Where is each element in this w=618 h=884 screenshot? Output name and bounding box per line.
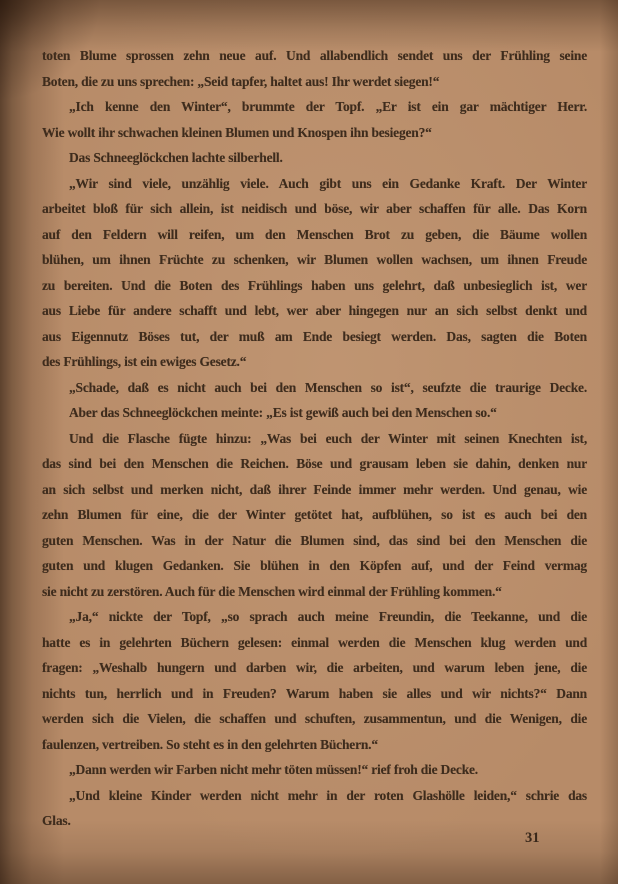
text-line: werden sich die Vielen, die schaffen und schuften, zusammentun, und die Wenigen, die [42,711,587,726]
text-line: Wie wollt ihr schwachen kleinen Blumen und Knospen ihn besiegen?“ [42,124,432,140]
text-line: das sind bei den Menschen die Reichen. Böse und grausam leben sie dahin, denken nur [42,456,587,471]
text-line: des Frühlings, ist ein ewiges Gesetz.“ [42,354,247,369]
text-line: „Und kleine Kinder werden nicht mehr in der roten Glashölle leiden,“ schrie das [69,787,587,803]
text-line: zu bereiten. Und die Boten des Frühlings haben uns gelehrt, daß unbesieglich ist, wer [42,277,587,293]
text-line: Und die Flasche fügte hinzu: „Was bei euch der Winter mit seinen Knechten ist, [69,430,587,446]
text-line: „Dann werden wir Farben nicht mehr töten müssen!“ rief froh die Decke. [69,762,478,777]
text-line: aus Liebe für andere schafft und lebt, wer aber hingegen nur an sich selbst denkt und [42,303,587,318]
text-line: blühen, um ihnen Früchte zu schenken, wir Blumen wollen wachsen, um ihnen Freude [42,252,587,267]
text-line: zehn Blumen für eine, die der Winter getötet hat, aufblühen, so ist es auch bei den [42,507,587,522]
text-line: auf den Feldern will reifen, um den Menschen Brot zu geben, die Bäume wollen [42,226,587,242]
text-line: nichts tun, herrlich und in Freuden? Warum haben sie alles und wir nichts?“ Dann [42,685,587,701]
text-line: toten Blume sprossen zehn neue auf. Und allabendlich sendet uns der Frühling seine [42,48,587,63]
text-line: faulenzen, vertreiben. So steht es in den gelehrten Büchern.“ [42,736,378,752]
text-line: arbeitet bloß für sich allein, ist neidisch und böse, wir aber schaffen für alle. Das Korn [42,201,587,216]
text-line: Glas. [42,813,71,828]
text-line: hatte es in gelehrten Büchern gelesen: einmal werden die Menschen klug werden und [42,634,587,650]
page-number: 31 [525,830,540,846]
text-line: „Ja,“ nickte der Topf, „so sprach auch meine Freundin, die Teekanne, und die [69,609,587,624]
text-line: aus Eigennutz Böses tut, der muß am Ende besiegt werden. Das, sagten die Boten [42,328,587,344]
text-line: guten Menschen. Was in der Natur die Blumen sind, das sind bei den Menschen die [42,532,587,548]
text-line: „Ich kenne den Winter“, brummte der Topf. „Er ist ein gar mächtiger Herr. [69,99,587,114]
text-line: an sich selbst und merken nicht, daß ihrer Feinde immer mehr werden. Und genau, wie [42,481,587,497]
text-line: „Wir sind viele, unzählig viele. Auch gibt uns ein Gedanke Kraft. Der Winter [69,175,587,191]
text-line: Boten, die zu uns sprechen: „Seid tapfer, haltet aus! Ihr werdet siegen!“ [42,73,440,89]
text-line: fragen: „Weshalb hungern und darben wir, die arbeiten, und warum leben jene, die [42,660,587,675]
text-line: „Schade, daß es nicht auch bei den Menschen so ist“, seufzte die traurige Decke. [69,379,587,395]
text-line: Aber das Schneeglöckchen meinte: „Es ist gewiß auch bei den Menschen so.“ [69,405,497,420]
text-line: Das Schneeglöckchen lachte silberhell. [69,150,283,165]
page-text [42,43,587,834]
text-line: sie nicht zu zerstören. Auch für die Menschen wird einmal der Frühling kommen.“ [42,583,502,599]
text-line: guten und klugen Gedanken. Sie blühen in den Köpfen auf, und der Feind vermag [42,558,587,573]
